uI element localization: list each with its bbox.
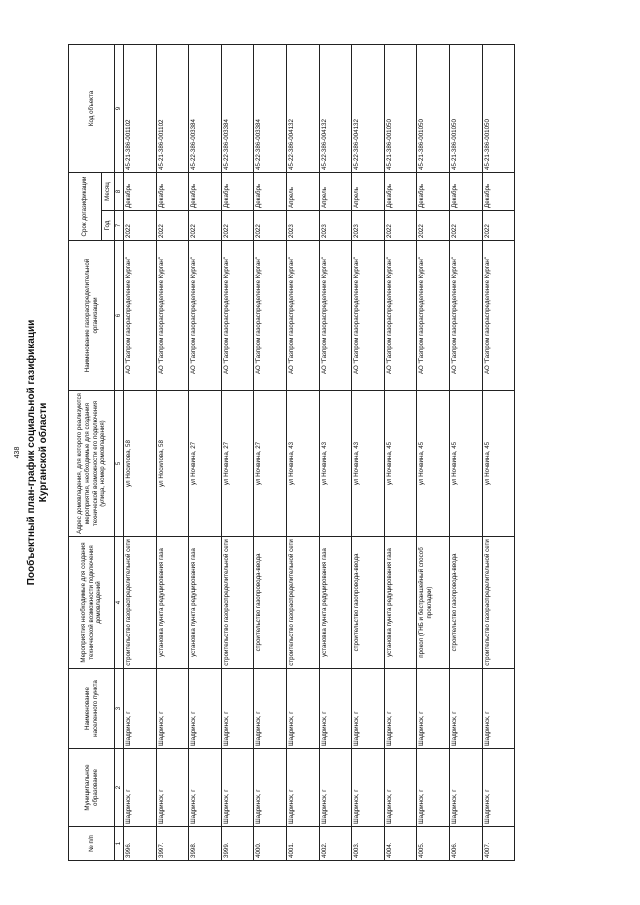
table-row	[286, 45, 319, 861]
municipality-cell: Шадринск, г	[286, 749, 319, 827]
municipality-cell: Шадринск, г	[124, 749, 157, 827]
row-number: 4006.	[449, 827, 482, 861]
organization-cell: АО "Газпром газораспределение Курган"	[189, 241, 222, 391]
measure-cell: строительство газопровода-ввода	[352, 537, 385, 669]
address-cell: ул Ночвина, 45	[384, 391, 417, 537]
row-number: 3999.	[221, 827, 254, 861]
row-number: 3998.	[189, 827, 222, 861]
object-code-cell: 45-22-386-004132	[319, 45, 352, 173]
municipality-cell: Шадринск, г	[254, 749, 287, 827]
row-number: 4004.	[384, 827, 417, 861]
row-number: 3996.	[124, 827, 157, 861]
measure-cell: строительство газопровода-ввода	[449, 537, 482, 669]
title-line-2: Курганской области	[38, 402, 49, 503]
month-cell: Апрель	[352, 173, 385, 211]
month-cell: Декабрь	[482, 173, 515, 211]
settlement-cell: Шадринск, г	[156, 669, 189, 749]
header-n: № п/п	[69, 827, 115, 861]
settlement-cell: Шадринск, г	[189, 669, 222, 749]
object-code-cell: 45-21-386-001102	[156, 45, 189, 173]
table-row	[221, 45, 254, 861]
measure-cell: установка пункта редуцирования газа	[319, 537, 352, 669]
month-cell: Декабрь	[221, 173, 254, 211]
month-cell: Декабрь	[384, 173, 417, 211]
month-cell: Декабрь	[189, 173, 222, 211]
year-cell: 2022	[254, 211, 287, 241]
object-code-cell: 45-22-386-003384	[221, 45, 254, 173]
organization-cell: АО "Газпром газораспределение Курган"	[319, 241, 352, 391]
header-deadline: Срок догазификации	[69, 173, 102, 241]
column-number: 2	[115, 749, 124, 827]
organization-cell: АО "Газпром газораспределение Курган"	[286, 241, 319, 391]
year-cell: 2022	[417, 211, 450, 241]
municipality-cell: Шадринск, г	[417, 749, 450, 827]
object-code-cell: 45-22-386-003384	[189, 45, 222, 173]
municipality-cell: Шадринск, г	[482, 749, 515, 827]
settlement-cell: Шадринск, г	[221, 669, 254, 749]
organization-cell: АО "Газпром газораспределение Курган"	[124, 241, 157, 391]
table-row	[189, 45, 222, 861]
column-number: 7	[115, 211, 124, 241]
address-cell: ул Носилова, 58	[124, 391, 157, 537]
month-cell: Апрель	[319, 173, 352, 211]
column-number: 8	[115, 173, 124, 211]
measure-cell: прокол (ГНБ и бестраншейный способ прокладки)	[417, 537, 450, 669]
gasification-table	[68, 44, 515, 861]
municipality-cell: Шадринск, г	[156, 749, 189, 827]
year-cell: 2022	[156, 211, 189, 241]
object-code-cell: 45-21-386-001102	[124, 45, 157, 173]
municipality-cell: Шадринск, г	[384, 749, 417, 827]
row-number: 4001.	[286, 827, 319, 861]
column-number-row	[115, 45, 124, 861]
table-row	[254, 45, 287, 861]
year-cell: 2022	[124, 211, 157, 241]
object-code-cell: 45-21-386-001050	[482, 45, 515, 173]
measure-cell: строительство газораспределительной сети	[482, 537, 515, 669]
municipality-cell: Шадринск, г	[449, 749, 482, 827]
organization-cell: АО "Газпром газораспределение Курган"	[156, 241, 189, 391]
header-measures: Мероприятия необходимые для создания технической возможности подключения домовладений	[69, 537, 115, 669]
year-cell: 2023	[352, 211, 385, 241]
address-cell: ул Ночвина, 45	[482, 391, 515, 537]
page-number: 438	[14, 446, 21, 459]
municipality-cell: Шадринск, г	[352, 749, 385, 827]
column-number: 3	[115, 669, 124, 749]
table-row	[449, 45, 482, 861]
object-code-cell: 45-21-386-001050	[449, 45, 482, 173]
address-cell: ул Носилова, 58	[156, 391, 189, 537]
settlement-cell: Шадринск, г	[319, 669, 352, 749]
header-settlement: Наименование населенного пункта	[69, 669, 115, 749]
address-cell: ул Ночвина, 27	[189, 391, 222, 537]
settlement-cell: Шадринск, г	[352, 669, 385, 749]
header-month: Месяц	[102, 173, 115, 211]
row-number: 4003.	[352, 827, 385, 861]
month-cell: Апрель	[286, 173, 319, 211]
table-body	[124, 45, 515, 861]
header-object-code: Код объекта	[69, 45, 115, 173]
measure-cell: установка пункта редуцирования газа	[156, 537, 189, 669]
municipality-cell: Шадринск, г	[189, 749, 222, 827]
organization-cell: АО "Газпром газораспределение Курган"	[449, 241, 482, 391]
year-cell: 2022	[189, 211, 222, 241]
table-row	[319, 45, 352, 861]
address-cell: ул Ночвина, 45	[417, 391, 450, 537]
organization-cell: АО "Газпром газораспределение Курган"	[352, 241, 385, 391]
month-cell: Декабрь	[124, 173, 157, 211]
municipality-cell: Шадринск, г	[319, 749, 352, 827]
settlement-cell: Шадринск, г	[482, 669, 515, 749]
header-organization: Наименование газораспределительной организации	[69, 241, 115, 391]
document-title	[26, 0, 50, 905]
table-row	[482, 45, 515, 861]
settlement-cell: Шадринск, г	[124, 669, 157, 749]
column-number: 9	[115, 45, 124, 173]
settlement-cell: Шадринск, г	[449, 669, 482, 749]
year-cell: 2022	[449, 211, 482, 241]
organization-cell: АО "Газпром газораспределение Курган"	[221, 241, 254, 391]
measure-cell: строительство газораспределительной сети	[221, 537, 254, 669]
measure-cell: строительство газораспределительной сети	[124, 537, 157, 669]
organization-cell: АО "Газпром газораспределение Курган"	[254, 241, 287, 391]
month-cell: Декабрь	[156, 173, 189, 211]
organization-cell: АО "Газпром газораспределение Курган"	[417, 241, 450, 391]
object-code-cell: 45-22-386-004132	[286, 45, 319, 173]
title-line-1: Пообъектный план-график социальной газификации	[26, 319, 37, 586]
address-cell: ул Ночвина, 43	[286, 391, 319, 537]
column-number: 6	[115, 241, 124, 391]
organization-cell: АО "Газпром газораспределение Курган"	[482, 241, 515, 391]
column-number: 5	[115, 391, 124, 537]
column-number: 1	[115, 827, 124, 861]
table-row	[156, 45, 189, 861]
header-address: Адрес домовладения, для которого реализуются мероприятия, необходимые для создания технической возможности его подключения (улица, номер домовладения)	[69, 391, 115, 537]
year-cell: 2023	[319, 211, 352, 241]
address-cell: ул Ночвина, 43	[352, 391, 385, 537]
header-year: Год	[102, 211, 115, 241]
year-cell: 2022	[482, 211, 515, 241]
year-cell: 2022	[384, 211, 417, 241]
settlement-cell: Шадринск, г	[286, 669, 319, 749]
table-row	[384, 45, 417, 861]
address-cell: ул Ночвина, 45	[449, 391, 482, 537]
municipality-cell: Шадринск, г	[221, 749, 254, 827]
object-code-cell: 45-21-386-001050	[384, 45, 417, 173]
month-cell: Декабрь	[449, 173, 482, 211]
measure-cell: строительство газопровода-ввода	[254, 537, 287, 669]
row-number: 4005.	[417, 827, 450, 861]
measure-cell: установка пункта редуцирования газа	[384, 537, 417, 669]
table-row	[124, 45, 157, 861]
year-cell: 2022	[221, 211, 254, 241]
row-number: 4002.	[319, 827, 352, 861]
settlement-cell: Шадринск, г	[417, 669, 450, 749]
table-row	[417, 45, 450, 861]
row-number: 3997.	[156, 827, 189, 861]
address-cell: ул Ночвина, 43	[319, 391, 352, 537]
year-cell: 2023	[286, 211, 319, 241]
month-cell: Декабрь	[254, 173, 287, 211]
settlement-cell: Шадринск, г	[254, 669, 287, 749]
measure-cell: строительство газораспределительной сети	[286, 537, 319, 669]
row-number: 4000.	[254, 827, 287, 861]
settlement-cell: Шадринск, г	[384, 669, 417, 749]
column-number: 4	[115, 537, 124, 669]
object-code-cell: 45-21-386-001050	[417, 45, 450, 173]
object-code-cell: 45-22-386-004132	[352, 45, 385, 173]
address-cell: ул Ночвина, 27	[254, 391, 287, 537]
address-cell: ул Ночвина, 27	[221, 391, 254, 537]
measure-cell: установка пункта редуцирования газа	[189, 537, 222, 669]
month-cell: Декабрь	[417, 173, 450, 211]
table-row	[352, 45, 385, 861]
organization-cell: АО "Газпром газораспределение Курган"	[384, 241, 417, 391]
header-municipality: Муниципальное образование	[69, 749, 115, 827]
object-code-cell: 45-22-386-003384	[254, 45, 287, 173]
row-number: 4007.	[482, 827, 515, 861]
